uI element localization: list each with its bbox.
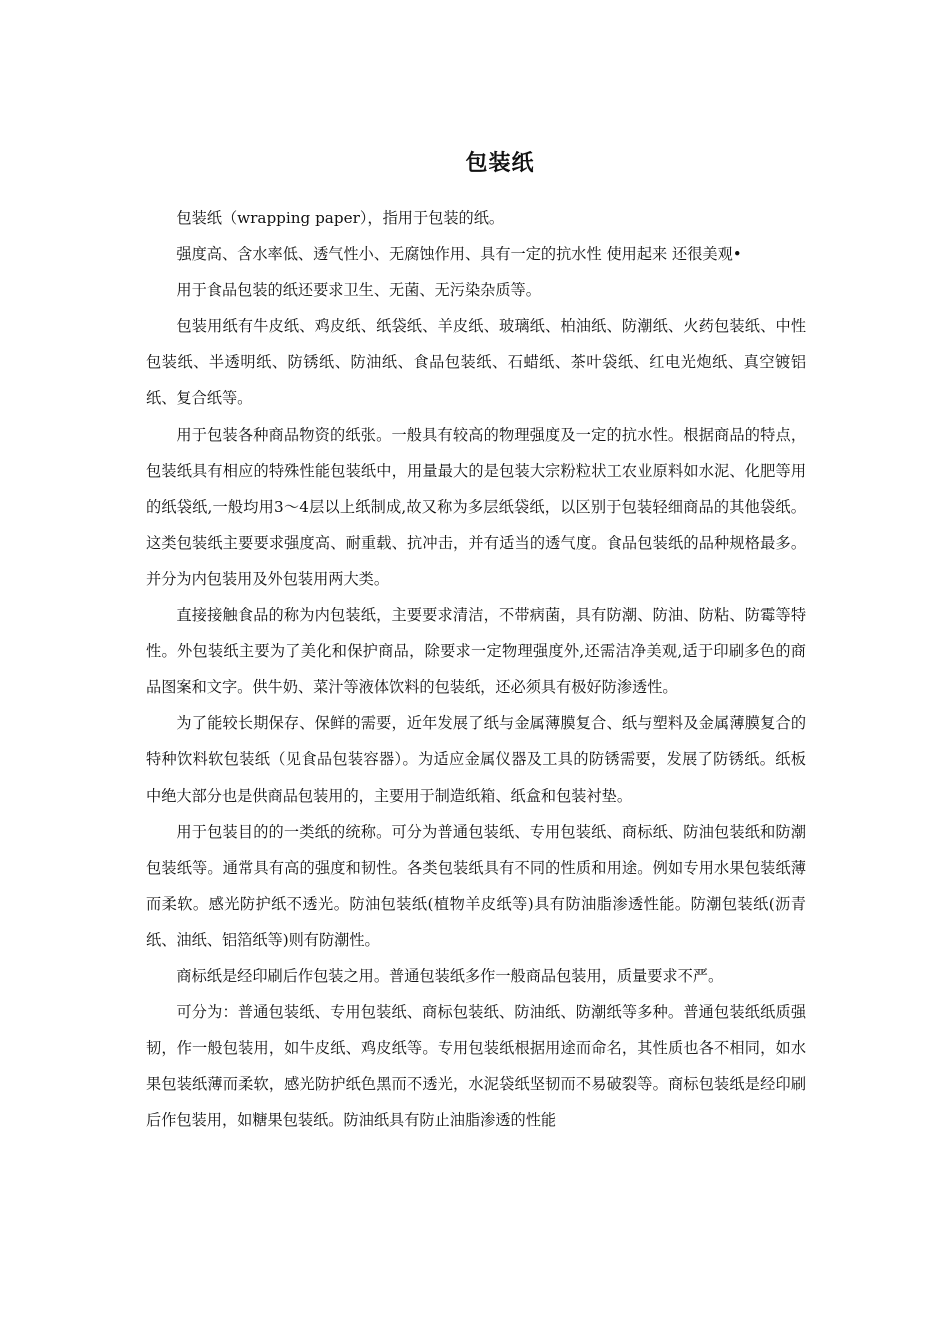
paragraph-8: 用于包装目的的一类纸的统称。可分为普通包装纸、专用包装纸、商标纸、防油包装纸和防潮包装纸等。通常具有高的强度和韧性。各类包装纸具有不同的性质和用途。例如专用水果包装纸薄而柔软。感光防护纸不透光。防油包装纸(植物羊皮纸等)具有防油脂渗透性能。防潮包装纸(沥青纸、油纸、铝箔纸等)则有防潮性。 <box>146 822 806 949</box>
paragraph-3: 用于食品包装的纸还要求卫生、无菌、无污染杂质等。 <box>176 281 541 300</box>
paragraph-5: 用于包装各种商品物资的纸张。一般具有较高的物理强度及一定的抗水性。根据商品的特点，包装纸具有相应的特殊性能包装纸中，用量最大的是包装大宗粉粒状工农业原料如水泥、化肥等用的纸袋纸,一般均用3～4层以上纸制成,故又称为多层纸袋纸，以区别于包装轻细商品的其他袋纸。这类包装纸主要要求强度高、耐重载、抗冲击，并有适当的透气度。食品包装纸的品种规格最多。并分为内包装用及外包装用两大类。 <box>146 425 806 588</box>
paragraph-9: 商标纸是经印刷后作包装之用。普通包装纸多作一般商品包装用，质量要求不严。 <box>176 966 724 985</box>
paragraph-2: 强度高、含水率低、透气性小、无腐蚀作用、具有一定的抗水性 使用起来 还很美观• <box>176 245 742 264</box>
paragraph-1: 包装纸（wrapping paper），指用于包装的纸。 <box>176 209 505 227</box>
paragraph-7: 为了能较长期保存、保鲜的需要，近年发展了纸与金属薄膜复合、纸与塑料及金属薄膜复合的特种饮料软包装纸（见食品包装容器）。为适应金属仪器及工具的防锈需要，发展了防锈纸。纸板中绝大部分也是供商品包装用的，主要用于制造纸箱、纸盒和包装衬垫。 <box>146 714 806 805</box>
paragraph-10: 可分为：普通包装纸、专用包装纸、商标包装纸、防油纸、防潮纸等多种。普通包装纸纸质强韧，作一般包装用，如牛皮纸、鸡皮纸等。专用包装纸根据用途而命名，其性质也各不相同，如水果包装纸薄而柔软，感光防护纸色黑而不透光，水泥袋纸坚韧而不易破裂等。商标包装纸是经印刷后作包装用，如糖果包装纸。防油纸具有防止油脂渗透的性能 <box>146 1003 806 1130</box>
paragraph-6: 直接接触食品的称为内包装纸，主要要求清洁，不带病菌，具有防潮、防油、防粘、防霉等特性。外包装纸主要为了美化和保护商品，除要求一定物理强度外,还需洁净美观,适于印刷多色的商品图案和文字。供牛奶、菜汁等液体饮料的包装纸，还必须具有极好防渗透性。 <box>146 606 806 697</box>
document-body <box>146 200 806 1138</box>
page-title: 包装纸 <box>465 151 535 176</box>
paragraph-4: 包装用纸有牛皮纸、鸡皮纸、纸袋纸、羊皮纸、玻璃纸、柏油纸、防潮纸、火药包装纸、中性包装纸、半透明纸、防锈纸、防油纸、食品包装纸、石蜡纸、茶叶袋纸、红电光炮纸、真空镀铝纸、复合纸等。 <box>146 317 806 408</box>
